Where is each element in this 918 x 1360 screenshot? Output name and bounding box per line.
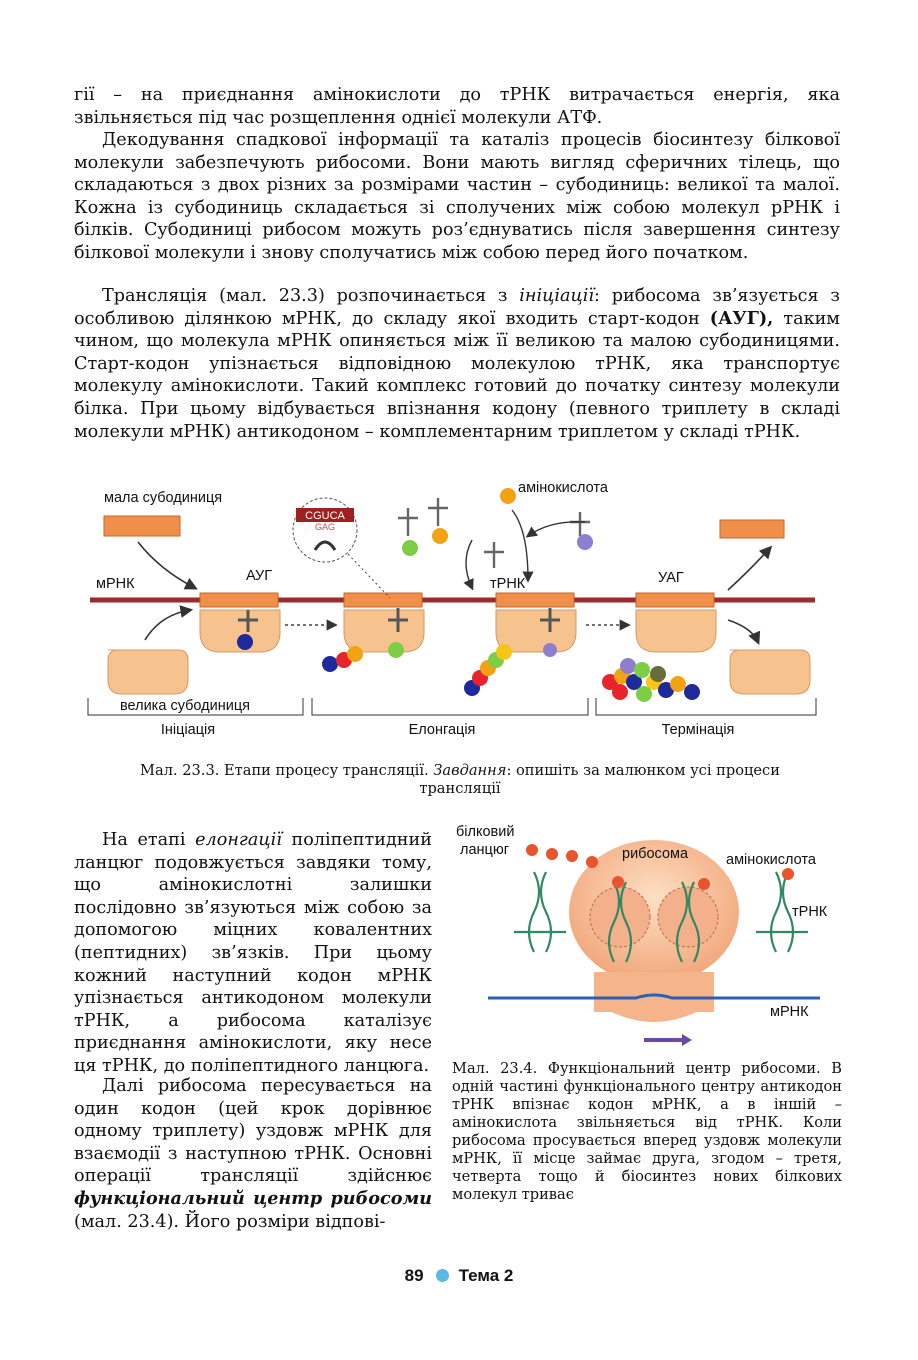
stage-termination: Термінація: [661, 722, 735, 738]
amino-acid-dot: [577, 534, 593, 550]
footer-topic: Тема 2: [458, 1266, 514, 1285]
label-ribosome: рибосома: [622, 846, 689, 862]
caption-figure-23-4-text: Мал. 23.4. Функціональний центр рибосоми. В одній частині функціонального центру антикодон тРНК впізнає кодон мРНК, а в іншій – амінокислота звільняється від тРНК. Коли рибосома просувається вперед уздовж молекули мРНК, її місце займає друга, згодом – третя, четверта тощо й біосинтез нових білкових молекул триває: [452, 1060, 842, 1203]
paragraph-elongation: [74, 829, 432, 1078]
caption-text-b: : опишіть за малюнком усі процеси трансляції: [419, 762, 780, 797]
moves-text-b: (мал. 23.4). Його розміри відпові-: [74, 1211, 386, 1232]
amino-acid-dot: [543, 643, 557, 657]
arrow-trna-approach: [528, 522, 585, 536]
arrow-trna-enter: [512, 510, 528, 580]
amino-acid-dot: [496, 644, 512, 660]
term-initiation: ініціації: [519, 286, 595, 306]
figure-translation-stages: [80, 470, 840, 750]
paragraph-ribosomes-text: Декодування спадкової інформації та каталіз процесів біосинтезу білкової молекули забезпечують рибосоми. Вони мають вигляд сферичних тілець, що складаються з двох різних за розмірами частин – субодиниць: великої та малої. Кожна із субодиниць складається зі сполучених між собою молекул рРНК і білків. Субодиниці рибосом можуть роз’єднуватись після завершення синтезу білкової молекули і знову сполучатись між собою перед його початком.: [74, 130, 840, 263]
caption-figure-23-4: [452, 1060, 842, 1204]
arrow-trna-exit: [466, 540, 472, 588]
label-uag: УАГ: [658, 570, 684, 586]
figure-functional-center: [454, 822, 844, 1048]
page-number: 89: [404, 1266, 424, 1285]
amino-acid-dot: [237, 634, 253, 650]
page-footer: [0, 1266, 918, 1286]
trna-icon: [398, 498, 590, 568]
arrow-large-release: [728, 620, 758, 642]
large-subunit-released: [730, 650, 810, 694]
codon-text: CGUCA: [305, 510, 345, 522]
amino-acid-dot: [388, 642, 404, 658]
amino-acid-dot: [432, 528, 448, 544]
protein-cluster: [602, 658, 700, 702]
ribosome-4-small: [636, 593, 714, 607]
label-protein-chain-1: білковий: [456, 824, 515, 840]
zoom-line: [348, 554, 390, 598]
ribosome-4-large: [636, 610, 716, 652]
anticodon-text: GAG: [314, 522, 336, 532]
active-site-p: [590, 887, 650, 947]
term-elongation: елонгації: [195, 830, 282, 850]
footer-dot-icon: [436, 1269, 449, 1282]
stage-elongation: Елонгація: [408, 722, 476, 738]
amino-acid-dot: [322, 656, 338, 672]
ribosome-1-small: [200, 593, 278, 607]
elongation-text-a: На етапі: [102, 830, 196, 850]
small-subunit-released: [720, 520, 784, 538]
arrow-large-join: [145, 610, 190, 640]
term-functional-center: функціональний центр рибосоми: [74, 1187, 432, 1209]
caption-text-a: Мал. 23.3. Етапи процесу трансляції.: [140, 762, 434, 779]
amino-acid-free-dot: [500, 488, 516, 504]
translation-text-b: : рибосома зв’язується з особливою ділянкою мРНК, до складу якої входить старт-кодон: [74, 286, 840, 329]
bracket-elongation: [312, 698, 588, 715]
amino-acid-dot: [402, 540, 418, 556]
label-amino-acid: амінокислота: [518, 480, 608, 496]
amino-acid-dot: [347, 646, 363, 662]
label-amino-acid: амінокислота: [726, 852, 816, 868]
ribosome-2-small: [344, 593, 422, 607]
label-protein-chain-2: ланцюг: [460, 842, 510, 858]
large-subunit-free: [108, 650, 188, 694]
arrow-small-join: [138, 542, 195, 588]
moves-text-a: Далі рибосома пересувається на один кодон (цей крок дорівнює одному триплету) уздовж мРНК для взаємодії з наступною тРНК. Основні операції трансляції здійснює: [74, 1076, 432, 1187]
label-mrna: мРНК: [770, 1004, 809, 1020]
bracket-termination: [596, 698, 816, 715]
small-subunit-free: [104, 516, 180, 536]
paragraph-translation: [74, 285, 840, 443]
caption-figure-23-3: [106, 762, 814, 798]
label-large-subunit: велика субодиниця: [120, 698, 250, 714]
paragraph-energy-text: гії – на приєднання амінокислоти до тРНК витрачається енергія, яка звільняється під час розщеплення однієї молекули АТФ.: [74, 85, 840, 128]
start-codon-term: (АУГ),: [709, 307, 774, 329]
paragraph-ribosomes: [74, 129, 840, 265]
translation-text-a: Трансляція (мал. 23.3) розпочинається з: [102, 286, 520, 306]
active-site-a: [658, 887, 718, 947]
direction-arrow-head: [682, 1034, 692, 1046]
ribosome-3-small: [496, 593, 574, 607]
ribosome-small-base: [594, 972, 714, 1012]
label-trna: тРНК: [490, 576, 526, 592]
stage-initiation: Ініціація: [160, 722, 216, 738]
label-aug: АУГ: [246, 568, 273, 584]
arrow-small-release: [728, 548, 770, 590]
ribosome-2-large: [344, 610, 424, 652]
translation-text-c: таким чином, що молекула мРНК опиняється між її великою та малою субодиницями. Старт-кодон упізнається відповідною молекулою тРНК, яка транспортує молекулу амінокислоти. Такий комплекс готовий до початку синтезу молекули білка. При цьому відбувається впізнання кодону (певного триплету в складі молекули мРНК) антикодоном – комплементарним триплетом у складі тРНК.: [74, 308, 840, 442]
paragraph-energy: [74, 84, 840, 129]
label-small-subunit: мала субодиниця: [104, 490, 223, 506]
label-mrna: мРНК: [96, 576, 135, 592]
paragraph-ribosome-moves: [74, 1075, 432, 1233]
label-trna: тРНК: [792, 904, 828, 920]
caption-task: Завдання: [433, 762, 507, 779]
elongation-text-b: поліпептидний ланцюг подовжується завдяки тому, що амінокислотні залишки послідовно зв’язуються між собою за допомогою міцних ковалентних (пептидних) зв’язків. При цьому кожний наступний кодон мРНК упізнається антикодоном молекули тРНК, а рибосома каталізує приєднання амінокислоти, яку несе ця тРНК, до поліпептидного ланцюга.: [74, 830, 432, 1076]
